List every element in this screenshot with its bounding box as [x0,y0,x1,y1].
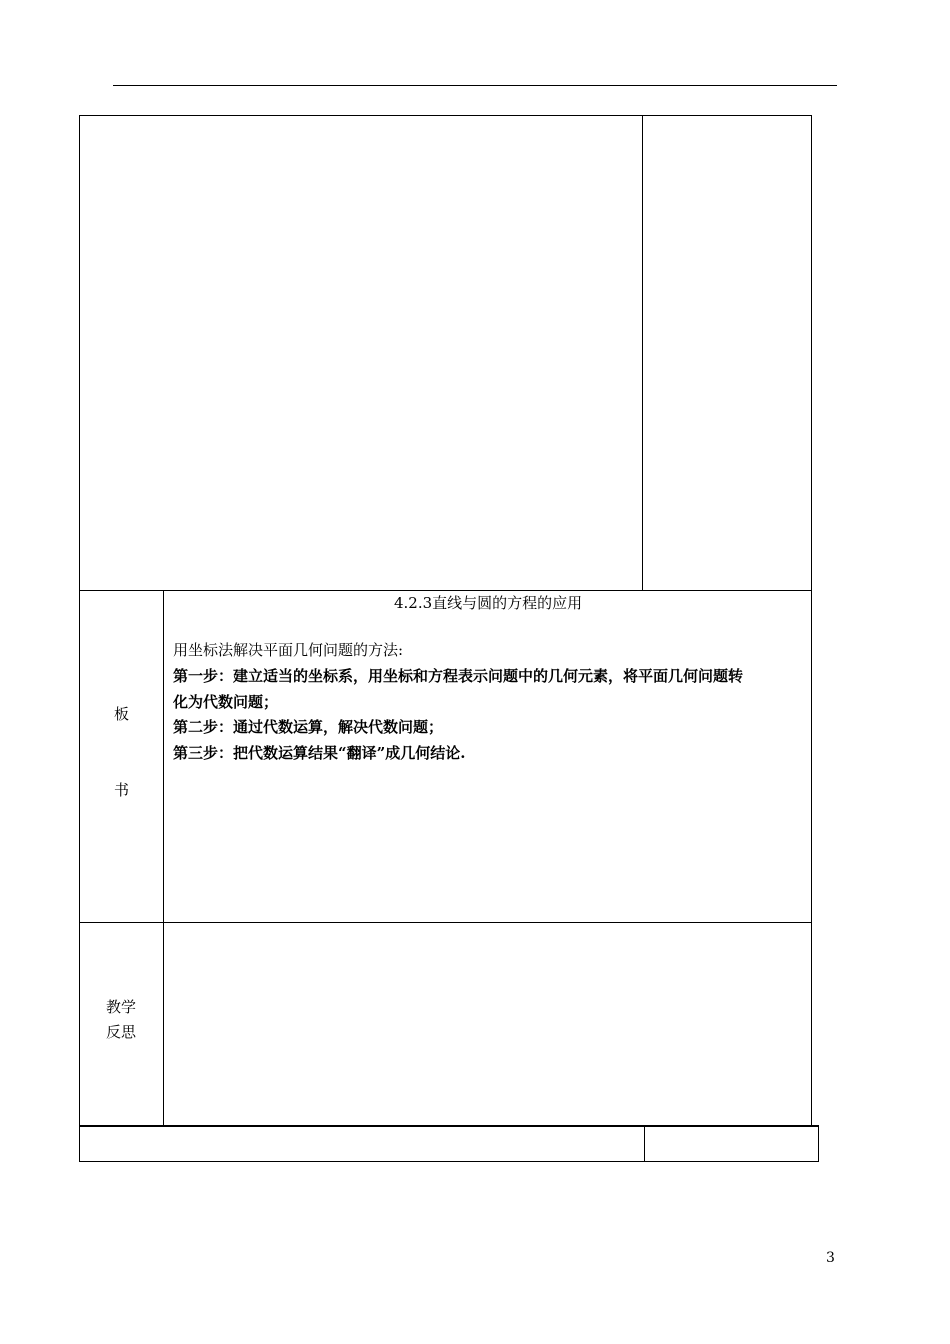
reflection-content-cell [163,922,812,1126]
top-side-cell [642,115,812,591]
board-step1-line1: 第一步：建立适当的坐标系，用坐标和方程表示问题中的几何元素，将平面几何问题转 [173,667,744,685]
bottom-main-cell [79,1125,645,1162]
top-main-cell [79,115,643,591]
bottom-side-cell [644,1125,819,1162]
board-step2: 第二步：通过代数运算，解决代数问题； [173,718,444,736]
board-title: 4.2.3直线与圆的方程的应用 [394,594,583,612]
reflection-label-line-2: 反思 [106,1023,137,1041]
board-step1-line2: 化为代数问题； [173,693,279,711]
reflection-label-line-1: 教学 [106,998,137,1016]
board-label-char-2: 书 [114,781,130,799]
board-step3: 第三步：把代数运算结果“翻译”成几何结论. [173,744,466,762]
header-rule [113,85,837,86]
board-intro: 用坐标法解决平面几何问题的方法: [173,641,404,659]
page-number: 3 [826,1250,835,1266]
board-label-cell [79,590,164,923]
board-label-char-1: 板 [114,705,130,723]
